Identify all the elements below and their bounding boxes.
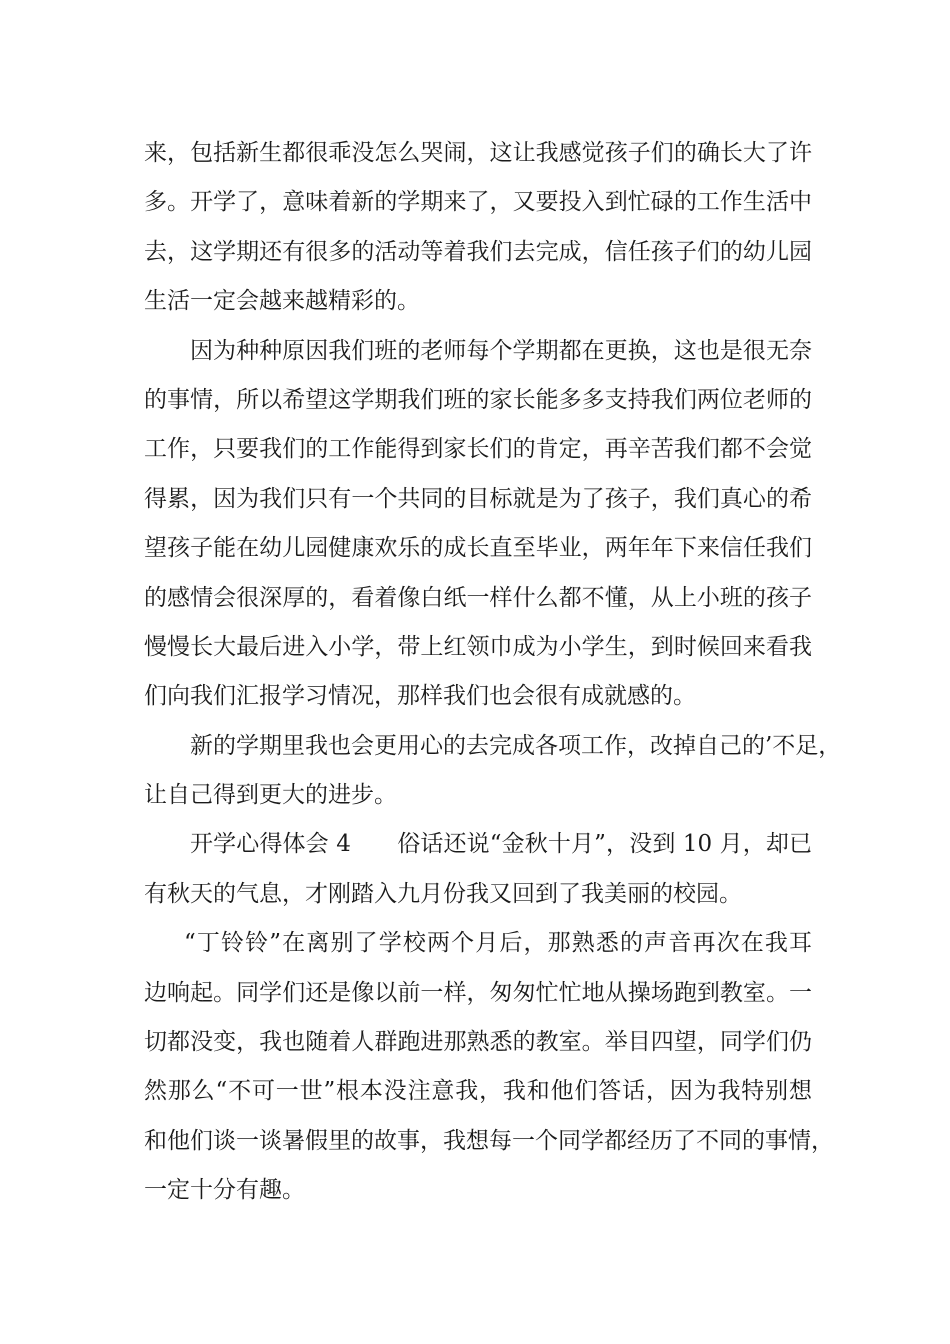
paragraph-2-line-7: 慢慢长大最后进入小学，带上红领巾成为小学生，到时候回来看我 — [144, 633, 812, 660]
paragraph-1-line-1: 来，包括新生都很乖没怎么哭闹，这让我感觉孩子们的确长大了许 — [144, 140, 812, 166]
paragraph-1-line-3: 去，这学期还有很多的活动等着我们去完成，信任孩子们的幼儿园 — [144, 238, 812, 265]
paragraph-2-line-2: 的事情，所以希望这学期我们班的家长能多多支持我们两位老师的 — [144, 386, 812, 413]
document-body — [144, 129, 842, 1216]
paragraph-5-line-5: 和他们谈一谈暑假里的故事，我想每一个同学都经历了不同的事情， — [144, 1127, 834, 1154]
paragraph-5-line-1: “丁铃铃”在离别了学校两个月后，那熟悉的声音再次在我耳 — [184, 930, 812, 957]
paragraph-3-line-2: 让自己得到更大的进步。 — [144, 782, 397, 809]
paragraph-1-line-2: 多。开学了，意味着新的学期来了，又要投入到忙碌的工作生活中 — [144, 189, 812, 216]
paragraph-5-line-3: 切都没变，我也随着人群跑进那熟悉的教室。举目四望，同学们仍 — [144, 1029, 812, 1056]
paragraph-2-line-1: 因为种种原因我们班的老师每个学期都在更换，这也是很无奈 — [190, 337, 812, 364]
paragraph-2-line-6: 的感情会很深厚的，看着像白纸一样什么都不懂，从上小班的孩子 — [144, 584, 812, 611]
paragraph-1-line-4: 生活一定会越来越精彩的。 — [144, 288, 420, 315]
paragraph-5-line-2: 边响起。同学们还是像以前一样，匆匆忙忙地从操场跑到教室。一 — [144, 979, 812, 1006]
paragraph-2-line-4: 得累，因为我们只有一个共同的目标就是为了孩子，我们真心的希 — [144, 485, 812, 512]
paragraph-4-line-1: 开学心得体会 4 俗话还说“金秋十月”，没到 10 月，却已 — [190, 831, 812, 858]
paragraph-5-line-6: 一定十分有趣。 — [144, 1177, 305, 1204]
paragraph-5-line-4: 然那么“不可一世”根本没注意我，我和他们答话，因为我特别想 — [144, 1078, 812, 1105]
paragraph-2-line-3: 工作，只要我们的工作能得到家长们的肯定，再辛苦我们都不会觉 — [144, 436, 812, 463]
paragraph-4-line-2: 有秋天的气息，才刚踏入九月份我又回到了我美丽的校园。 — [144, 880, 742, 907]
paragraph-2-line-8: 们向我们汇报学习情况，那样我们也会很有成就感的。 — [144, 683, 696, 710]
paragraph-2-line-5: 望孩子能在幼儿园健康欢乐的成长直至毕业，两年年下来信任我们 — [144, 535, 812, 562]
paragraph-3-line-1: 新的学期里我也会更用心的去完成各项工作，改掉自己的’不足， — [190, 732, 842, 759]
